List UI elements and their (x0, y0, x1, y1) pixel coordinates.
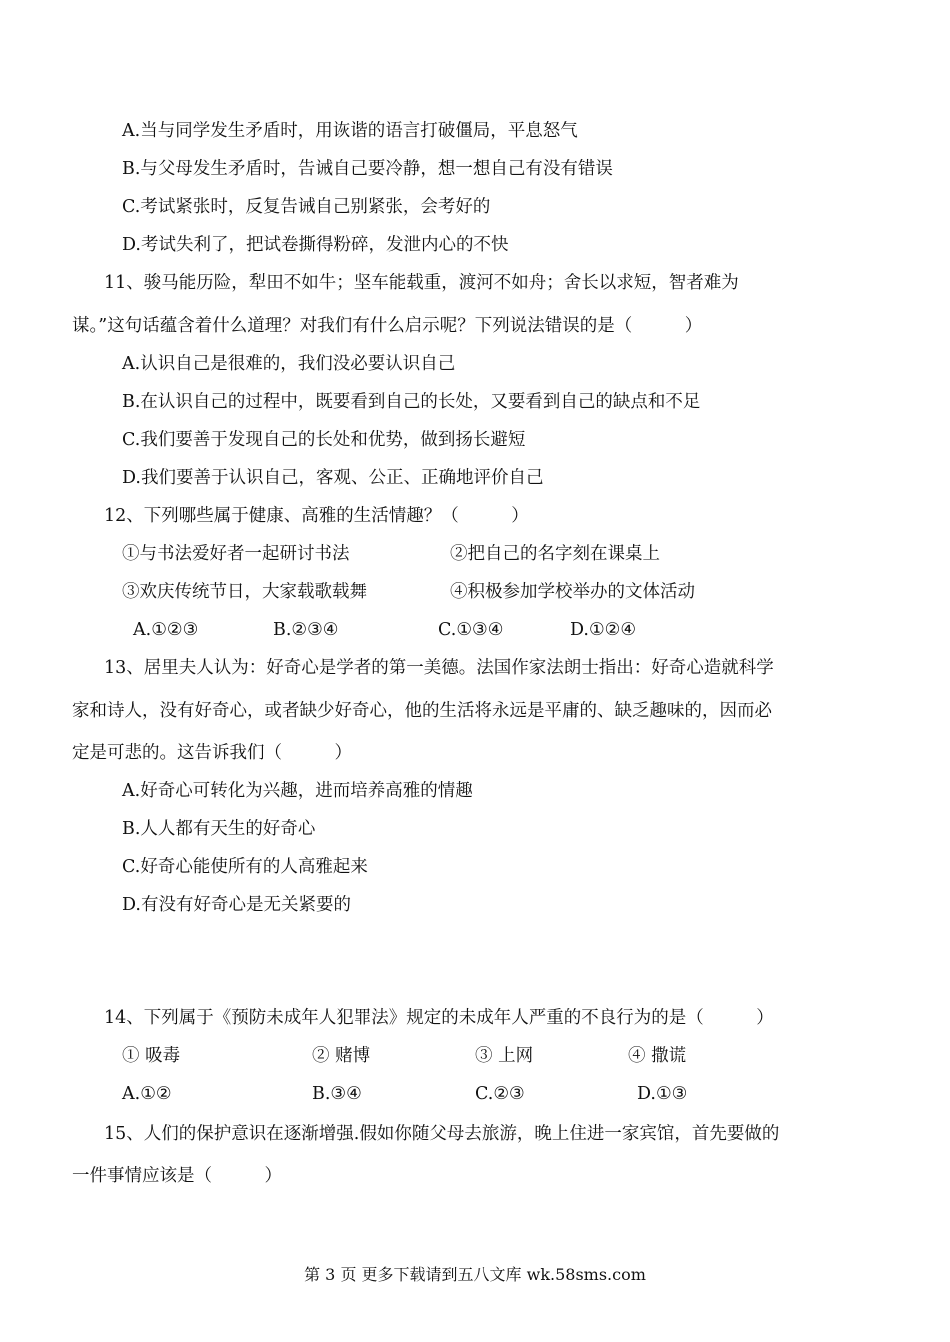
q12-choice-b: B.②③④ (273, 620, 339, 640)
q14-item-1: ① 吸毒 (122, 1046, 181, 1066)
q12-item-4: ④积极参加学校举办的文体活动 (450, 582, 695, 602)
q13-stem-line3: 定是可悲的。这告诉我们（ ） (72, 743, 352, 763)
q12-item-2: ②把自己的名字刻在课桌上 (450, 544, 660, 564)
q11-option-c: C.我们要善于发现自己的长处和优势，做到扬长避短 (122, 430, 526, 450)
q14-choice-b: B.③④ (312, 1084, 362, 1104)
q12-item-3: ③欢庆传统节日，大家载歌载舞 (122, 582, 367, 602)
q11-option-a: A.认识自己是很难的，我们没必要认识自己 (122, 354, 456, 374)
q12-stem: 12、下列哪些属于健康、高雅的生活情趣？（ ） (104, 506, 529, 526)
q13-option-d: D.有没有好奇心是无关紧要的 (122, 895, 351, 915)
q12-choice-a: A.①②③ (133, 620, 199, 640)
q10-option-d: D.考试失利了，把试卷撕得粉碎，发泄内心的不快 (122, 235, 509, 255)
q15-stem-line2: 一件事情应该是（ ） (72, 1166, 282, 1186)
q11-stem-line2: 谋。”这句话蕴含着什么道理？对我们有什么启示呢？下列说法错误的是（ ） (72, 316, 703, 336)
q12-choice-d: D.①②④ (570, 620, 637, 640)
q11-option-d: D.我们要善于认识自己，客观、公正、正确地评价自己 (122, 468, 544, 488)
q14-choice-c: C.②③ (475, 1084, 525, 1104)
q12-choice-c: C.①③④ (438, 620, 504, 640)
page-footer: 第 3 页 更多下载请到五八文库 wk.58sms.com (304, 1265, 646, 1284)
q10-option-b: B.与父母发生矛盾时，告诫自己要冷静，想一想自己有没有错误 (122, 159, 613, 179)
q14-item-4: ④ 撒谎 (628, 1046, 687, 1066)
q13-option-a: A.好奇心可转化为兴趣，进而培养高雅的情趣 (122, 781, 473, 801)
q10-option-a: A.当与同学发生矛盾时，用诙谐的语言打破僵局，平息怒气 (122, 121, 578, 141)
q11-stem-line1: 11、骏马能历险，犁田不如牛；坚车能载重，渡河不如舟；舍长以求短，智者难为 (104, 273, 739, 293)
q14-choice-d: D.①③ (637, 1084, 688, 1104)
q10-option-c: C.考试紧张时，反复告诫自己别紧张，会考好的 (122, 197, 491, 217)
q12-item-1: ①与书法爱好者一起研讨书法 (122, 544, 350, 564)
q13-option-c: C.好奇心能使所有的人高雅起来 (122, 857, 368, 877)
q14-choice-a: A.①② (122, 1084, 172, 1104)
q11-option-b: B.在认识自己的过程中，既要看到自己的长处，又要看到自己的缺点和不足 (122, 392, 701, 412)
q13-stem-line2: 家和诗人，没有好奇心，或者缺少好奇心，他的生活将永远是平庸的、缺乏趣味的，因而必 (72, 701, 772, 721)
q13-stem-line1: 13、居里夫人认为：好奇心是学者的第一美德。法国作家法朗士指出：好奇心造就科学 (104, 658, 774, 678)
q14-item-3: ③ 上网 (475, 1046, 534, 1066)
q15-stem-line1: 15、人们的保护意识在逐渐增强.假如你随父母去旅游，晚上住进一家宾馆，首先要做的 (104, 1124, 780, 1144)
q13-option-b: B.人人都有天生的好奇心 (122, 819, 316, 839)
q14-item-2: ② 赌博 (312, 1046, 371, 1066)
q14-stem: 14、下列属于《预防未成年人犯罪法》规定的未成年人严重的不良行为的是（ ） (104, 1008, 774, 1028)
